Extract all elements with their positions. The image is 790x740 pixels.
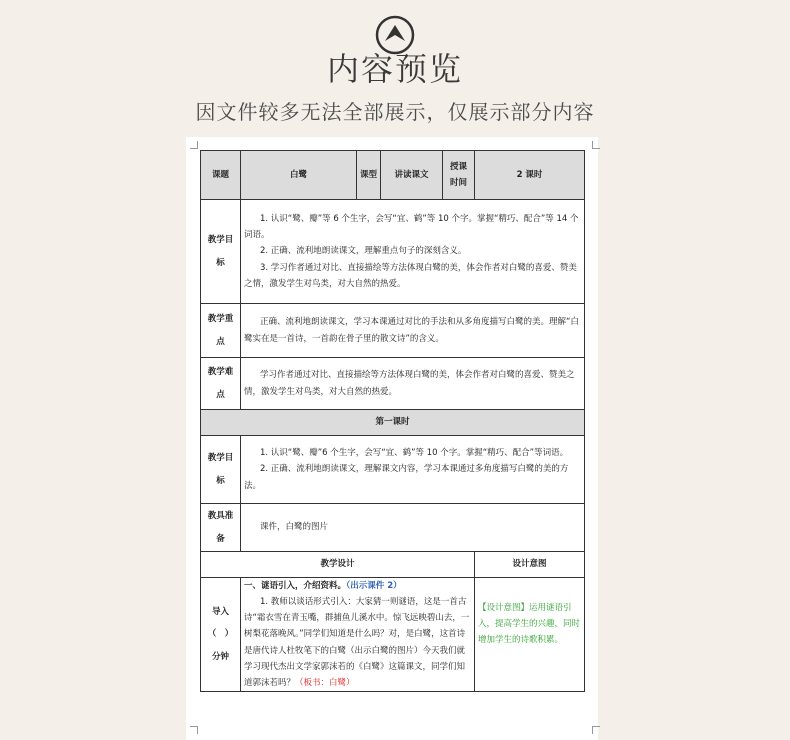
prep-label: 教具准备 [201, 504, 241, 552]
prep-content [241, 504, 585, 552]
topic-label: 课题 [201, 151, 241, 200]
table-row [201, 358, 585, 410]
design-body-text: 1. 教师以谈话形式引入：大家猜一则谜语，这是一首古诗“霜衣雪在青玉嘴，群捕鱼儿溪水中。惊飞远映碧山去，一树梨花落晚风。”同学们知道是什么吗？对，是白鹭，这首诗是唐代诗人杜牧笔下的白鹭（出示白鹭的图片）今天我们就学习现代杰出文学家郭沫若的《白鹭》这篇课文，同学们知道郭沫若吗？ [244, 597, 470, 688]
goal-item: 1. 认识“鹭、瓣”等 6 个生字，会写“宜、鹤”等 10 个字。掌握“精巧、配合”等 14 个词语。 [244, 214, 579, 241]
table-row [201, 410, 585, 436]
page-title: 内容预览 [326, 50, 463, 88]
step-note: （出示课件 2） [346, 581, 402, 591]
step-title: 一、谜语引入，介绍资料。 [244, 581, 347, 591]
difficulty-text: 学习作者通过对比、直接描绘等方法体现白鹭的美，体会作者对白鹭的喜爱、赞美之情，激发学生对鸟类，对大自然的热爱。 [244, 370, 575, 397]
difficulty-label: 教学难点 [201, 358, 241, 410]
keypoints-content [241, 304, 585, 358]
goals-content [241, 200, 585, 304]
step-heading [244, 578, 471, 594]
intent-col-header: 设计意图 [475, 552, 585, 578]
goal-item: 2. 正确、流利地朗读课文，理解重点句子的深刻含义。 [260, 246, 467, 257]
goals-label: 教学目标 [201, 200, 241, 304]
design-content [241, 578, 475, 692]
table-row [201, 504, 585, 552]
type-value: 讲读课文 [381, 151, 443, 200]
intent-label: 【设计意图】 [478, 603, 530, 613]
board-note: （板书：白鹭） [295, 677, 355, 688]
topic-value: 白鹭 [241, 151, 357, 200]
design-col-header: 教学设计 [201, 552, 475, 578]
page-corner-mark [190, 141, 198, 149]
time-label: 授课时间 [443, 151, 475, 200]
page-subtitle: 因文件较多无法全部展示，仅展示部分内容 [195, 100, 595, 124]
goal-item: 3. 学习作者通过对比、直接描绘等方法体现白鹭的美，体会作者对白鹭的喜爱、赞美之情，激发学生对鸟类，对大自然的热爱。 [244, 262, 577, 289]
first-goals-content [241, 436, 585, 504]
intent-text: 运用谜语引入，提高学生的兴趣，同时增加学生的诗歌积累。 [478, 603, 581, 646]
prep-text: 课件，白鹭的图片 [260, 522, 329, 533]
table-row [201, 200, 585, 304]
difficulty-content [241, 358, 585, 410]
first-lesson-title: 第一课时 [201, 410, 585, 436]
intent-content [475, 578, 585, 692]
lesson-table [200, 150, 585, 692]
table-row [201, 151, 585, 200]
keypoints-label: 教学重点 [201, 304, 241, 358]
keypoints-text: 正确、流利地朗读课文，学习本课通过对比的手法和从多角度描写白鹭的美。理解“白鹭实在是一首诗，一首韵在骨子里的散文诗”的含义。 [244, 317, 579, 344]
page-corner-mark [592, 726, 600, 734]
design-body [244, 594, 471, 691]
first-goals-label: 教学目标 [201, 436, 241, 504]
lesson-plan [200, 150, 584, 692]
stage-label: 导入（ ）分钟 [201, 578, 241, 692]
first-goal-item: 1. 认识“鹭、瓣”6 个生字，会写“宜、鹤”等 10 个字。掌握“精巧、配合”等词语。 [260, 448, 569, 459]
time-value: 2 课时 [475, 151, 585, 200]
table-row [201, 436, 585, 504]
page-corner-mark [190, 726, 198, 734]
table-row [201, 578, 585, 692]
type-label: 课型 [357, 151, 381, 200]
first-goal-item: 2. 正确、流利地朗读课文，理解课文内容，学习本课通过多角度描写白鹭的美的方法。 [244, 464, 569, 491]
table-row [201, 552, 585, 578]
table-row [201, 304, 585, 358]
page-corner-mark [592, 141, 600, 149]
